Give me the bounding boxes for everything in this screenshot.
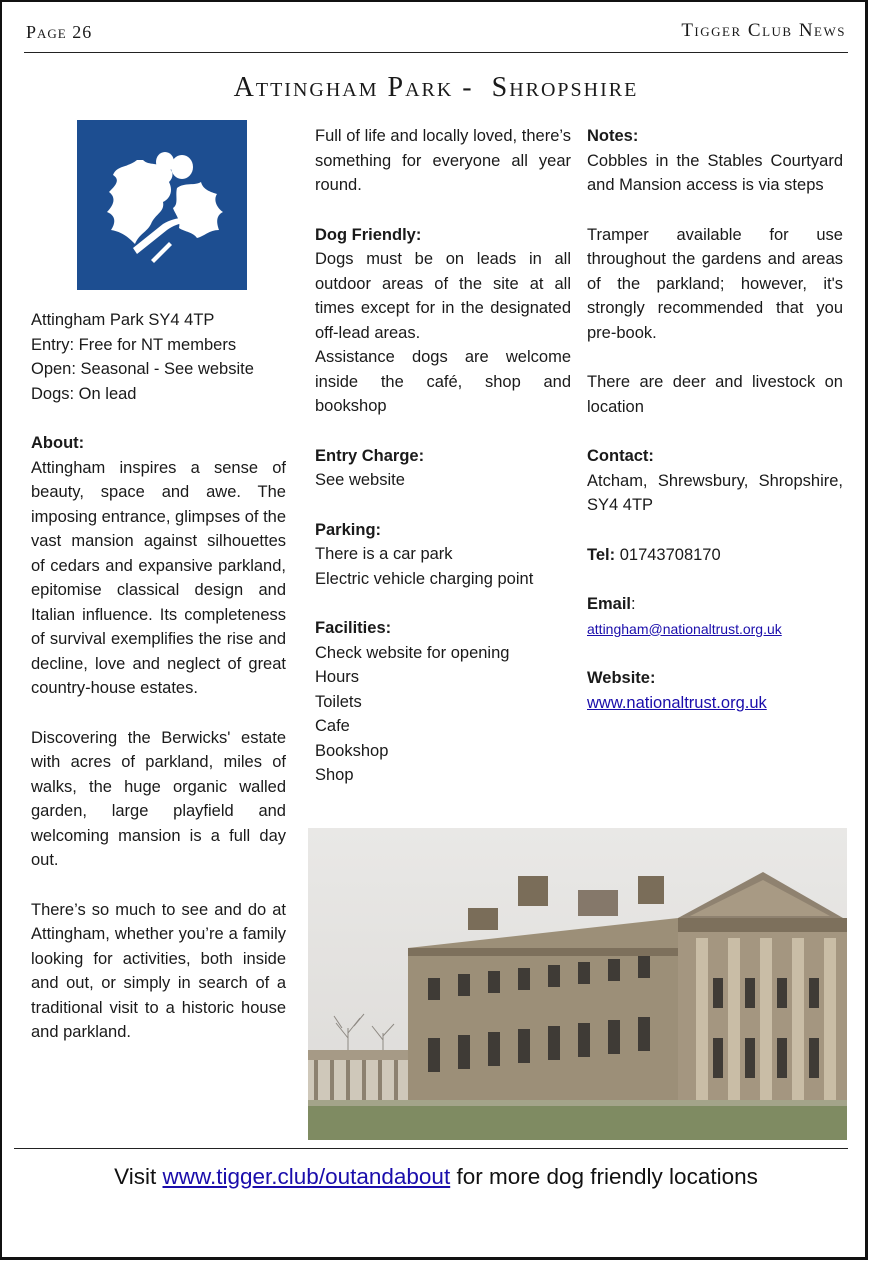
notes-text: Tramper available for use throughout the gardens and areas of the parkland; however, it's strongly recommended that you pre-book.	[587, 225, 843, 342]
dog-friendly-text: Assistance dogs are welcome inside the café, shop and bookshop	[315, 348, 571, 415]
page-number: Page 26	[26, 22, 93, 42]
entry-charge-text: See website	[315, 471, 405, 489]
entry-info: Entry: Free for NT members	[31, 335, 237, 354]
intro-text: Full of life and locally loved, there’s something for everyone all year round.	[315, 127, 571, 194]
notes-heading: Notes:	[587, 127, 639, 145]
publication-name: Tigger Club News	[681, 20, 846, 41]
footer-text: Visit	[114, 1164, 163, 1189]
email-link[interactable]: attingham@nationaltrust.org.uk	[587, 620, 782, 637]
footer-link[interactable]: www.tigger.club/outandabout	[162, 1164, 451, 1189]
facility-item: Toilets	[315, 692, 362, 711]
tel-label: Tel:	[587, 545, 616, 564]
contact-address: Atcham, Shrewsbury, Shropshire, SY4 4TP	[587, 471, 843, 514]
entry-charge-heading: Entry Charge:	[315, 446, 425, 465]
parking-heading: Parking:	[315, 520, 382, 539]
website-heading: Website:	[587, 669, 656, 687]
tel-number: 01743708170	[619, 545, 721, 564]
about-paragraph: Discovering the Berwicks' estate with acres of parkland, miles of walks, the huge organic walled garden, large playfield and welcoming mansion is a full day out.	[31, 728, 286, 869]
article-title: Attingham Park - Shropshire	[233, 72, 639, 103]
about-paragraph: Attingham inspires a sense of beauty, space and awe. The imposing entrance, glimpses of the vast mansion against silhouettes of cedars and expansive parkland, epitomise classical design and Italian influence. Its completeness of survival exemplifies the rise and decline, love and neglect of great country-house estates.	[31, 458, 286, 697]
column-right	[587, 124, 843, 715]
facility-item: Shop	[315, 766, 354, 784]
facilities-heading: Facilities:	[315, 619, 392, 637]
about-paragraph: There’s so much to see and do at Attingham, whether you’re a family looking for activities, both inside and out, or simply in search of a traditional visit to a historic house and parkland.	[31, 900, 286, 1041]
notes-text: There are deer and livestock on location	[587, 373, 843, 416]
mansion-photo	[308, 828, 847, 1140]
facility-item: Check website for opening	[315, 643, 510, 662]
email-colon: :	[631, 595, 636, 613]
column-middle	[315, 124, 571, 788]
parking-item: There is a car park	[315, 545, 453, 563]
dogs-info: Dogs: On lead	[31, 384, 137, 403]
facility-item: Cafe	[315, 717, 350, 735]
telephone	[587, 543, 843, 568]
column-left	[31, 308, 286, 1045]
header-divider	[24, 52, 848, 53]
contact-heading: Contact:	[587, 447, 654, 465]
address: Attingham Park SY4 4TP	[31, 311, 215, 329]
footer-text: for more dog friendly locations	[450, 1164, 758, 1189]
notes-text: Cobbles in the Stables Courtyard and Mansion access is via steps	[587, 151, 843, 194]
oak-leaf-icon	[77, 120, 247, 290]
email-label: Email	[587, 595, 632, 613]
facility-item: Bookshop	[315, 741, 389, 760]
parking-item: Electric vehicle charging point	[315, 569, 534, 588]
dog-friendly-heading: Dog Friendly:	[315, 225, 422, 244]
email-row	[587, 592, 843, 617]
opening-info: Open: Seasonal - See website	[31, 360, 254, 378]
dog-friendly-text: Dogs must be on leads in all outdoor areas of the site at all times except for in the designated off-lead areas.	[315, 250, 571, 342]
about-heading: About:	[31, 434, 85, 452]
footer-divider	[14, 1148, 848, 1149]
facility-item: Hours	[315, 668, 360, 686]
national-trust-logo	[77, 120, 247, 290]
website-link[interactable]: www.nationaltrust.org.uk	[587, 693, 767, 712]
footer-promo	[0, 1164, 872, 1190]
